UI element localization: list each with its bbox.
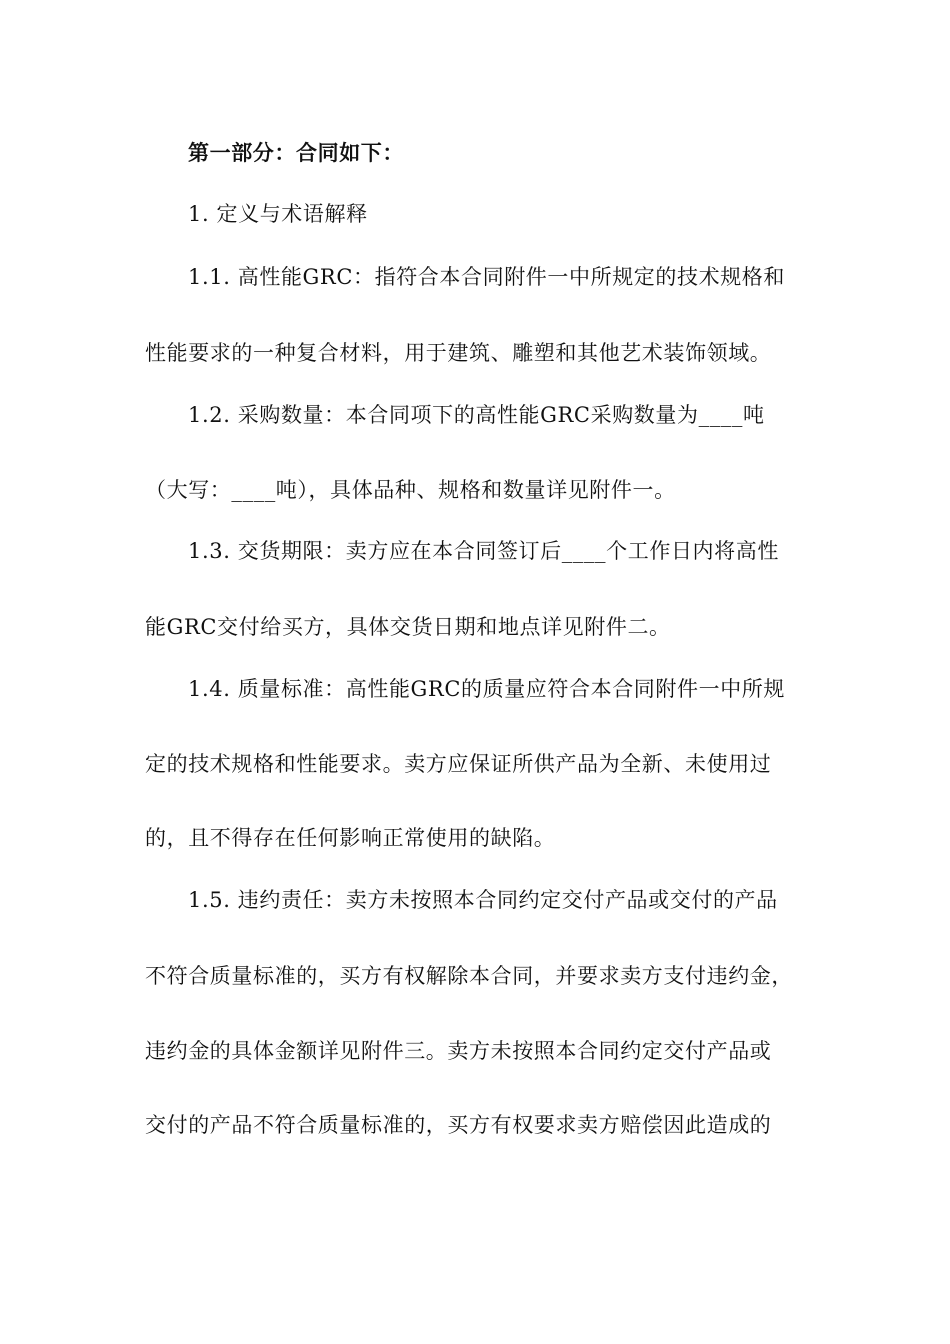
clause-1-3-line-1: 1.3. 交货期限：卖方应在本合同签订后____个工作日内将高性: [188, 539, 779, 563]
clause-1-1-line-1: 1.1. 高性能GRC：指符合本合同附件一中所规定的技术规格和: [188, 265, 785, 289]
clause-1-2-line-2: （大写：____吨），具体品种、规格和数量详见附件一。: [145, 478, 676, 502]
clause-1-5-line-4: 交付的产品不符合质量标准的，买方有权要求卖方赔偿因此造成的: [145, 1113, 772, 1137]
clause-1-title: 1. 定义与术语解释: [188, 202, 368, 226]
clause-1-4-line-3: 的，且不得存在任何影响正常使用的缺陷。: [145, 826, 556, 850]
clause-1-4-line-1: 1.4. 质量标准：高性能GRC的质量应符合本合同附件一中所规: [188, 677, 785, 701]
clause-1-5-line-2: 不符合质量标准的，买方有权解除本合同，并要求卖方支付违约金，: [145, 964, 793, 988]
section-heading: 第一部分：合同如下：: [188, 141, 404, 165]
clause-1-4-line-2: 定的技术规格和性能要求。卖方应保证所供产品为全新、未使用过: [145, 752, 772, 776]
clause-1-3-line-2: 能GRC交付给买方，具体交货日期和地点详见附件二。: [145, 615, 671, 639]
clause-1-5-line-3: 违约金的具体金额详见附件三。卖方未按照本合同约定交付产品或: [145, 1039, 772, 1063]
clause-1-5-line-1: 1.5. 违约责任：卖方未按照本合同约定交付产品或交付的产品: [188, 888, 778, 912]
clause-1-1-line-2: 性能要求的一种复合材料，用于建筑、雕塑和其他艺术装饰领域。: [145, 341, 772, 365]
clause-1-2-line-1: 1.2. 采购数量：本合同项下的高性能GRC采购数量为____吨: [188, 403, 765, 427]
